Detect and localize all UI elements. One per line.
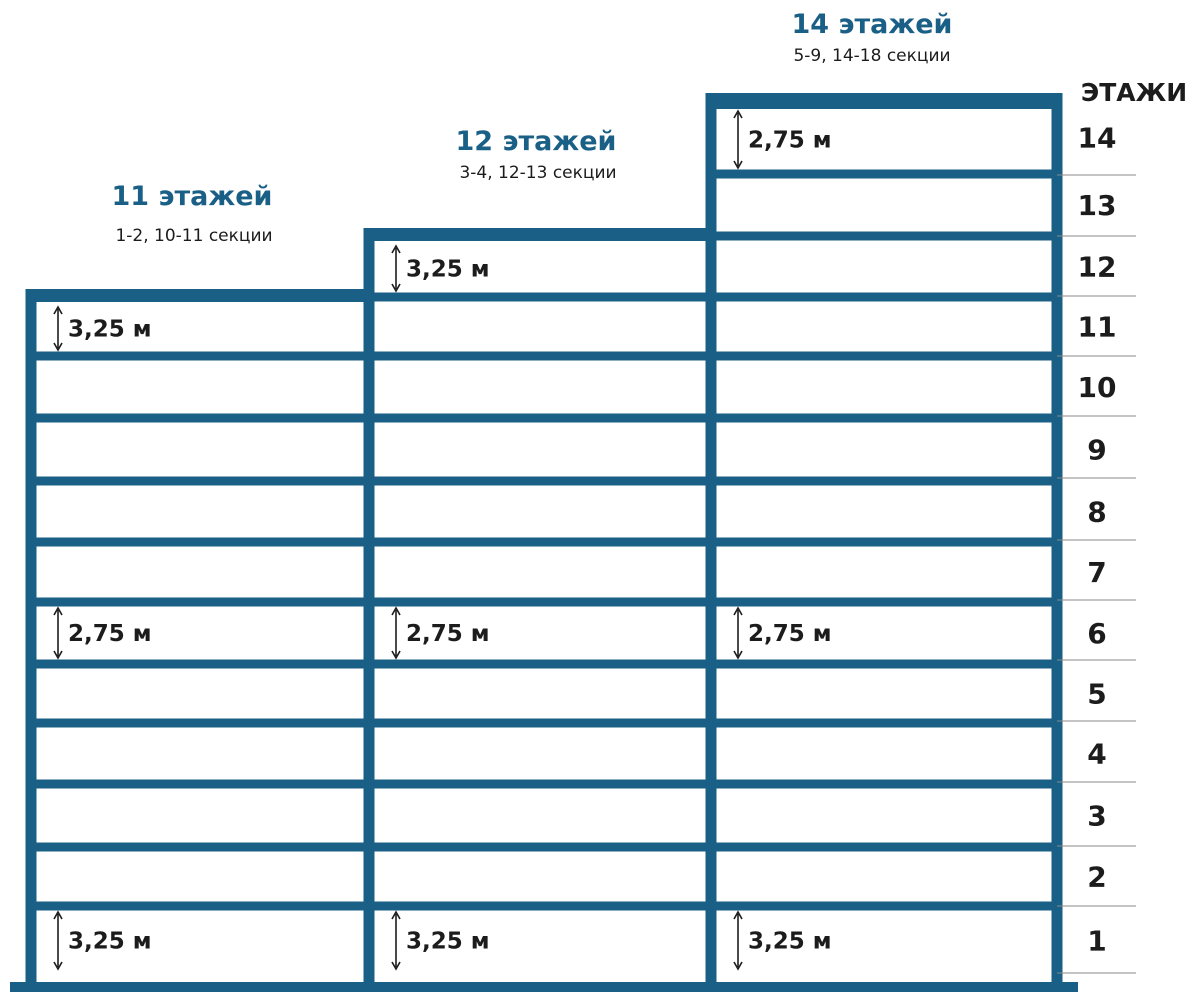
floor-height-label: 3,25 м	[68, 316, 152, 343]
floor-slab	[711, 843, 1057, 852]
floor-number: 12	[1077, 250, 1117, 284]
floor-slab	[369, 352, 711, 361]
floor-height-label: 3,25 м	[406, 256, 490, 283]
floor-slab	[31, 352, 369, 361]
floor-slab	[369, 293, 711, 302]
floor-slab	[31, 414, 369, 423]
floor-number: 8	[1087, 495, 1107, 529]
floor-slab	[31, 477, 369, 486]
floor-slab	[369, 660, 711, 669]
floor-slab	[369, 414, 711, 423]
height-arrow-icon	[54, 912, 62, 969]
height-arrow-icon	[734, 912, 742, 969]
section-2	[364, 228, 717, 982]
floor-slab	[711, 780, 1057, 789]
floor-number: 13	[1077, 189, 1117, 222]
floor-number: 6	[1087, 617, 1107, 650]
floor-slab	[369, 538, 711, 547]
floor-height-label: 2,75 м	[406, 621, 490, 647]
floor-number: 5	[1087, 677, 1107, 711]
floor-height-label: 2,75 м	[748, 621, 832, 647]
section-2-title: 12 этажей	[455, 126, 617, 157]
section-2-left-wall	[364, 232, 375, 983]
floor-slab	[711, 352, 1057, 361]
height-arrow-icon	[734, 608, 742, 658]
section-1-left-wall	[26, 293, 37, 983]
section-3-title: 14 этажей	[791, 9, 953, 40]
floor-number-column	[1057, 122, 1136, 974]
height-arrow-icon	[54, 608, 62, 658]
section-1-title: 11 этажей	[111, 181, 273, 212]
floor-slab	[711, 598, 1057, 607]
floor-slab	[711, 719, 1057, 728]
floor-number: 4	[1087, 737, 1107, 771]
floor-number: 10	[1077, 371, 1117, 404]
floor-slab	[369, 477, 711, 486]
section-3-roof	[706, 93, 1063, 109]
section-2-roof	[364, 228, 717, 241]
floor-slab	[711, 660, 1057, 669]
section-3	[706, 93, 1063, 982]
section-3-subtitle: 5-9, 14-18 секции	[793, 46, 951, 66]
floor-slab	[711, 414, 1057, 423]
floor-number: 2	[1087, 860, 1107, 894]
floor-slab	[31, 660, 369, 669]
floor-slab	[31, 538, 369, 547]
floor-number: 3	[1087, 799, 1107, 833]
floor-slab	[369, 598, 711, 607]
floor-height-label: 2,75 м	[68, 621, 152, 647]
floor-slab	[31, 843, 369, 852]
section-1-roof	[26, 289, 375, 302]
floor-number: 11	[1077, 310, 1117, 344]
floor-slab	[31, 902, 369, 911]
ground-slab	[10, 982, 1078, 992]
floor-slab	[369, 902, 711, 911]
floor-number: 1	[1087, 924, 1107, 958]
floor-height-label: 3,25 м	[406, 928, 490, 955]
floor-slab	[31, 719, 369, 728]
height-arrow-icon	[734, 111, 742, 168]
floor-slab	[369, 719, 711, 728]
height-arrow-icon	[392, 608, 400, 658]
floor-slab	[711, 232, 1057, 241]
floor-number: 14	[1077, 121, 1117, 155]
floors-column-title: ЭТАЖИ	[1080, 78, 1188, 107]
floor-number: 7	[1087, 556, 1107, 589]
floor-slab	[369, 843, 711, 852]
floor-slab	[369, 780, 711, 789]
floor-height-label: 2,75 м	[748, 127, 832, 154]
floor-slab	[31, 598, 369, 607]
height-arrow-icon	[392, 912, 400, 969]
height-arrow-icon	[392, 246, 400, 291]
section-1-subtitle: 1-2, 10-11 секции	[115, 226, 273, 246]
floor-slab	[711, 902, 1057, 911]
section-2-subtitle: 3-4, 12-13 секции	[459, 163, 617, 183]
floor-slab	[711, 293, 1057, 302]
floor-slab	[711, 170, 1057, 179]
floor-slab	[31, 780, 369, 789]
height-arrow-icon	[54, 307, 62, 350]
floor-height-label: 3,25 м	[68, 928, 152, 955]
floor-slab	[711, 538, 1057, 547]
floor-height-label: 3,25 м	[748, 928, 832, 955]
floor-number: 9	[1087, 433, 1107, 467]
floor-slab	[711, 477, 1057, 486]
